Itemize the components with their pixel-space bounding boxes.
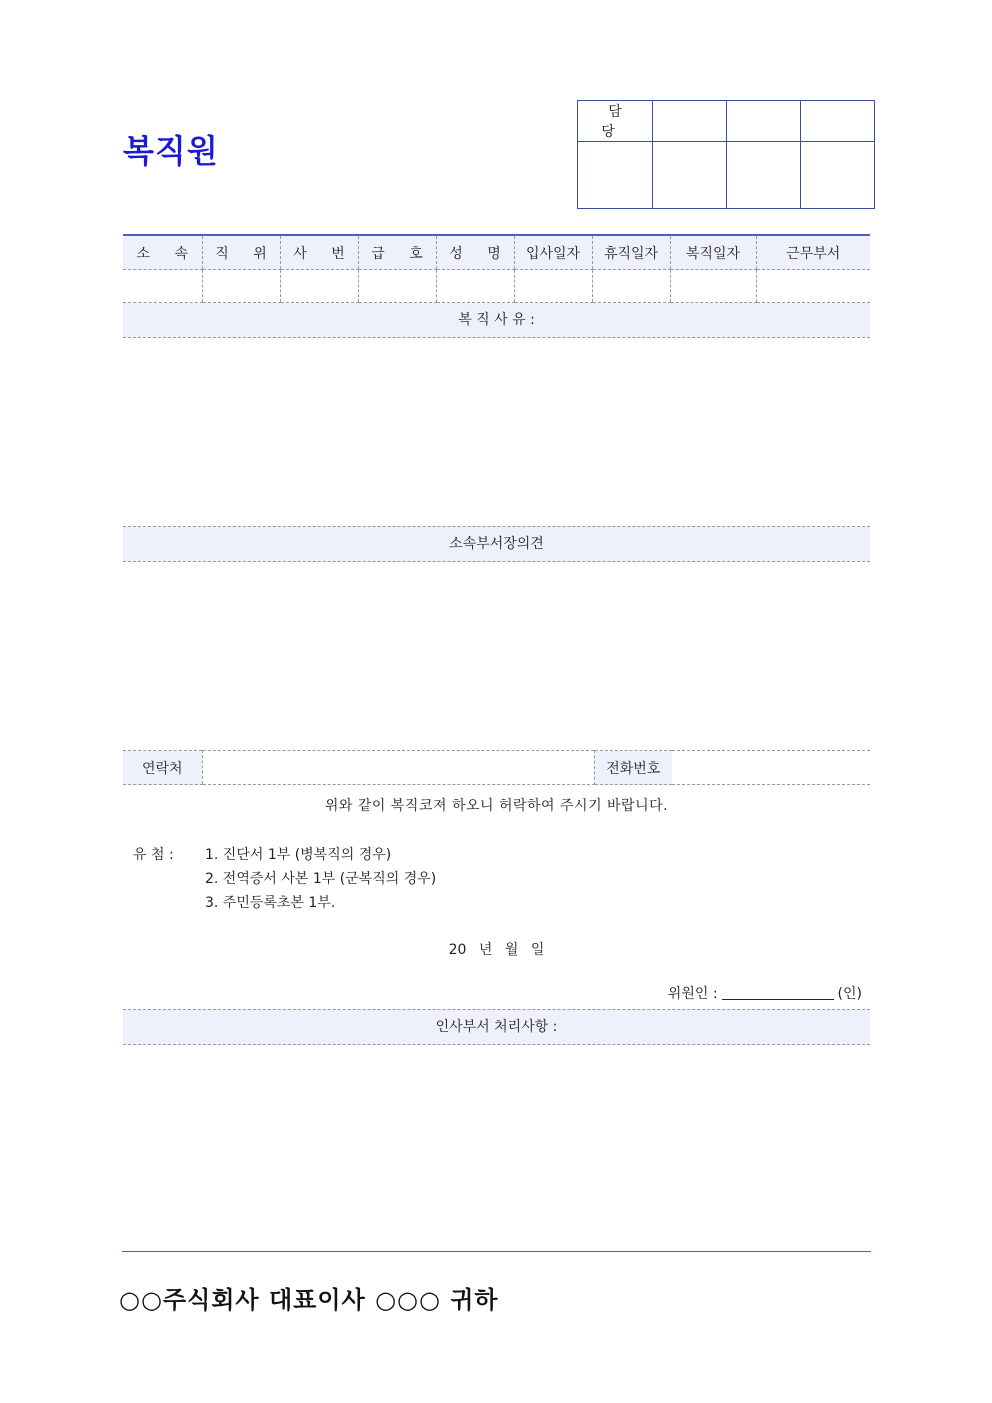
signature-label: 위원인 : — [667, 986, 718, 1002]
approval-sign-cell[interactable] — [578, 142, 653, 209]
grade-field[interactable] — [358, 270, 436, 303]
reinstatement-date-field[interactable] — [670, 270, 756, 303]
approval-label: 담 당 — [578, 101, 653, 142]
phone-field[interactable] — [672, 751, 870, 785]
affiliation-field[interactable] — [123, 270, 202, 303]
contact-table — [123, 750, 870, 785]
approval-sign-cell[interactable] — [727, 142, 801, 209]
header-leave-date: 휴직일자 — [592, 235, 670, 270]
attachment-item: 3. 주민등록초본 1부. — [205, 895, 336, 911]
header-reinstatement-date: 복직일자 — [670, 235, 756, 270]
date-line: 20 년 월 일 — [448, 942, 545, 958]
header-name: 성 명 — [436, 235, 514, 270]
document-title: 복직원 — [123, 132, 219, 170]
contact-field[interactable] — [202, 751, 594, 785]
approval-cell[interactable] — [653, 101, 727, 142]
attachments-label: 유 첨 : — [133, 847, 174, 863]
hire-date-field[interactable] — [514, 270, 592, 303]
header-grade: 급 호 — [358, 235, 436, 270]
header-position: 직 위 — [202, 235, 280, 270]
leave-date-field[interactable] — [592, 270, 670, 303]
seal-mark: (인) — [837, 986, 862, 1002]
opinion-heading: 소속부서장의견 — [123, 526, 870, 562]
opinion-area[interactable] — [123, 562, 870, 750]
department-field[interactable] — [756, 270, 870, 303]
employee-number-field[interactable] — [280, 270, 358, 303]
request-statement: 위와 같이 복직코져 하오니 허락하여 주시기 바랍니다. — [324, 798, 669, 814]
reason-heading: 복 직 사 유 : — [123, 303, 870, 338]
header-department: 근무부서 — [756, 235, 870, 270]
hr-processing-heading: 인사부서 처리사항 : — [123, 1009, 870, 1045]
name-field[interactable] — [436, 270, 514, 303]
approval-cell[interactable] — [727, 101, 801, 142]
employee-info-table — [123, 234, 870, 303]
position-field[interactable] — [202, 270, 280, 303]
hr-processing-area[interactable] — [123, 1045, 870, 1235]
attachment-item: 1. 진단서 1부 (병복직의 경우) — [205, 847, 392, 863]
signature-line — [123, 983, 870, 1003]
reason-area[interactable] — [123, 338, 870, 526]
attachment-item: 2. 전역증서 사본 1부 (군복직의 경우) — [205, 871, 437, 887]
reinstatement-form — [123, 234, 870, 1235]
approval-box — [577, 100, 875, 209]
attachments — [123, 843, 870, 915]
approval-sign-cell[interactable] — [801, 142, 875, 209]
approval-cell[interactable] — [801, 101, 875, 142]
phone-label: 전화번호 — [594, 751, 672, 785]
contact-label: 연락처 — [123, 751, 202, 785]
signature-field[interactable] — [722, 985, 834, 1000]
footer-divider — [122, 1251, 871, 1252]
header-hire-date: 입사일자 — [514, 235, 592, 270]
addressee: ○○주식회사 대표이사 ○○○ 귀하 — [119, 1286, 499, 1314]
header-employee-number: 사 번 — [280, 235, 358, 270]
header-affiliation: 소 속 — [123, 235, 202, 270]
approval-sign-cell[interactable] — [653, 142, 727, 209]
